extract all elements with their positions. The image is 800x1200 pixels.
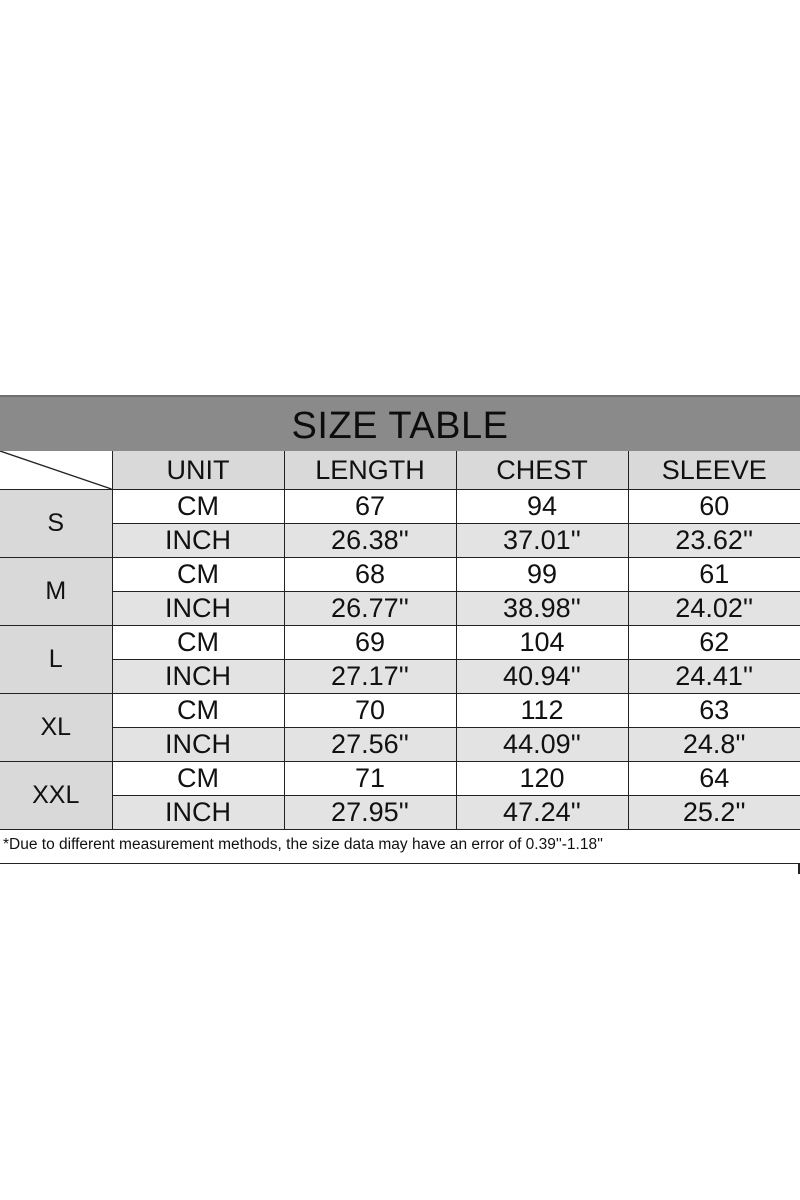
table-row	[0, 796, 800, 830]
sleeve-value: 60	[628, 490, 800, 524]
chest-value: 112	[456, 694, 628, 728]
corner-cell	[0, 451, 112, 490]
table-row	[0, 660, 800, 694]
length-value: 27.56''	[284, 728, 456, 762]
chest-value: 40.94''	[456, 660, 628, 694]
length-value: 26.77''	[284, 592, 456, 626]
sleeve-value: 24.41''	[628, 660, 800, 694]
unit-cell: CM	[112, 626, 284, 660]
header-chest: CHEST	[456, 451, 628, 490]
table-row	[0, 558, 800, 592]
table-row	[0, 762, 800, 796]
chest-value: 99	[456, 558, 628, 592]
diagonal-divider	[0, 451, 112, 489]
size-chart	[0, 395, 800, 864]
size-label: S	[0, 490, 112, 558]
header-sleeve: SLEEVE	[628, 451, 800, 490]
chest-value: 38.98''	[456, 592, 628, 626]
length-value: 70	[284, 694, 456, 728]
header-unit: UNIT	[112, 451, 284, 490]
chest-value: 37.01''	[456, 524, 628, 558]
length-value: 69	[284, 626, 456, 660]
sleeve-value: 62	[628, 626, 800, 660]
unit-cell: INCH	[112, 524, 284, 558]
sleeve-value: 63	[628, 694, 800, 728]
table-row	[0, 728, 800, 762]
title-bar	[0, 395, 800, 451]
unit-cell: CM	[112, 558, 284, 592]
size-table	[0, 451, 800, 830]
header-row	[0, 451, 800, 490]
chest-value: 94	[456, 490, 628, 524]
chest-value: 47.24''	[456, 796, 628, 830]
unit-cell: INCH	[112, 796, 284, 830]
size-label: M	[0, 558, 112, 626]
table-row	[0, 524, 800, 558]
header-length: LENGTH	[284, 451, 456, 490]
size-label: XL	[0, 694, 112, 762]
length-value: 26.38''	[284, 524, 456, 558]
size-label: L	[0, 626, 112, 694]
unit-cell: CM	[112, 694, 284, 728]
table-row	[0, 592, 800, 626]
table-row	[0, 490, 800, 524]
length-value: 71	[284, 762, 456, 796]
chest-value: 44.09''	[456, 728, 628, 762]
table-row	[0, 694, 800, 728]
table-row	[0, 626, 800, 660]
length-value: 27.17''	[284, 660, 456, 694]
chest-value: 104	[456, 626, 628, 660]
page-title: SIZE TABLE	[291, 404, 509, 447]
sleeve-value: 24.02''	[628, 592, 800, 626]
unit-cell: INCH	[112, 592, 284, 626]
unit-cell: INCH	[112, 728, 284, 762]
chest-value: 120	[456, 762, 628, 796]
sleeve-value: 24.8''	[628, 728, 800, 762]
size-label: XXL	[0, 762, 112, 830]
sleeve-value: 61	[628, 558, 800, 592]
unit-cell: CM	[112, 762, 284, 796]
length-value: 67	[284, 490, 456, 524]
length-value: 27.95''	[284, 796, 456, 830]
unit-cell: CM	[112, 490, 284, 524]
sleeve-value: 25.2''	[628, 796, 800, 830]
unit-cell: INCH	[112, 660, 284, 694]
sleeve-value: 64	[628, 762, 800, 796]
measurement-note: *Due to different measurement methods, the size data may have an error of 0.39''-1.18''	[0, 830, 800, 864]
sleeve-value: 23.62''	[628, 524, 800, 558]
length-value: 68	[284, 558, 456, 592]
